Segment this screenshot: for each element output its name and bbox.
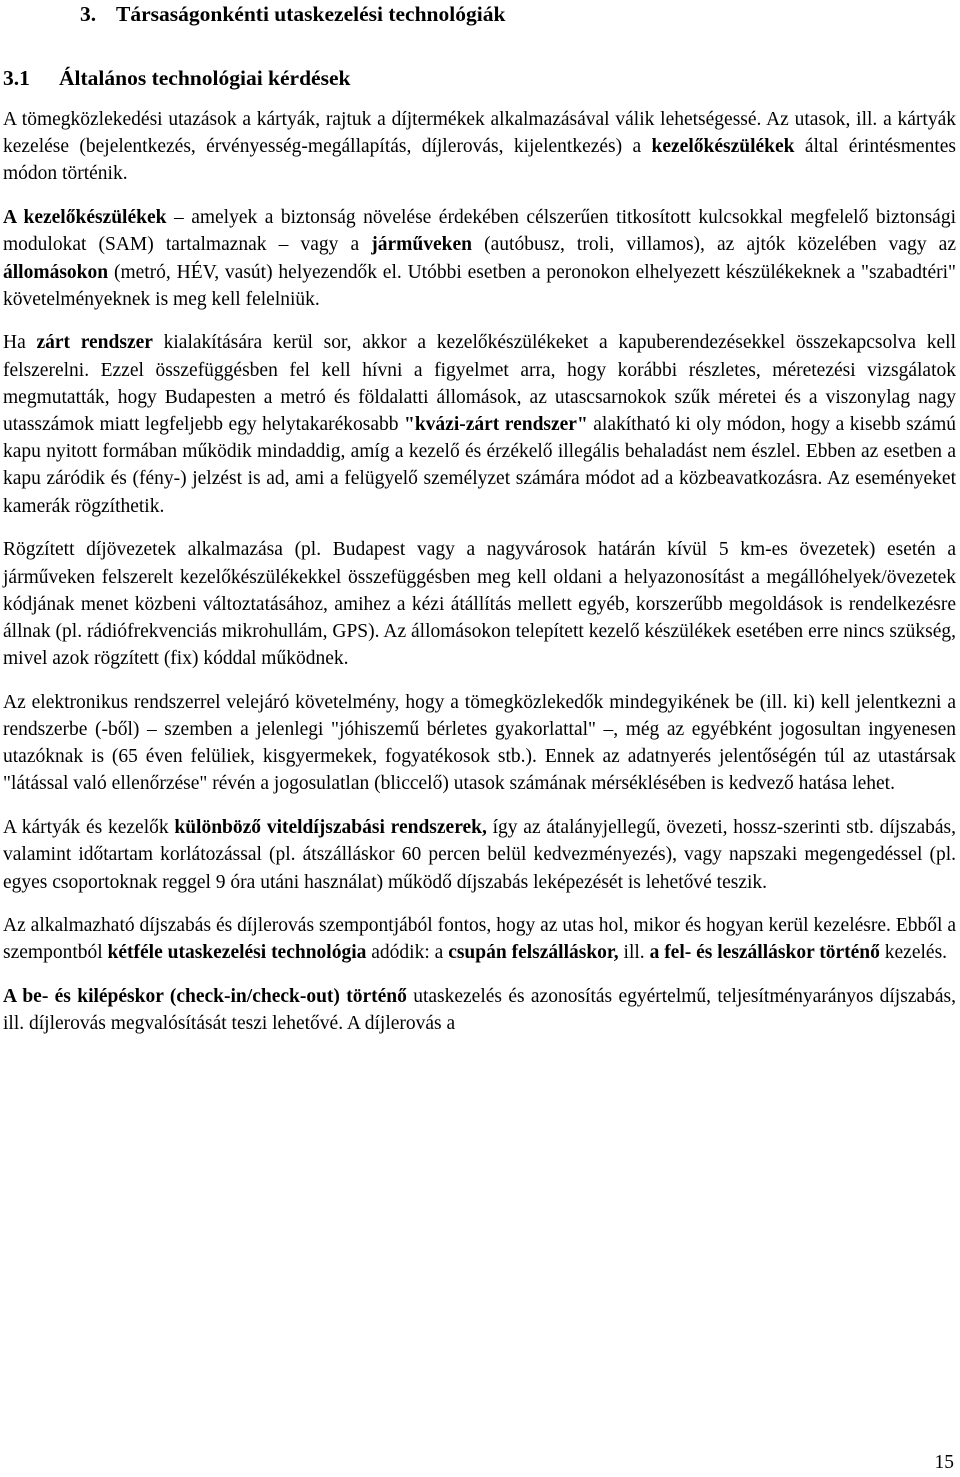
paragraph-5 [3,689,956,798]
subsection-title: Általános technológiai kérdések [59,66,351,90]
paragraph-3-text-2: kialakítására kerül sor, akkor a kezelőkészülékeket a kapuberendezésekkel összekapcsolva kell felszerelni. Ezzel összefüggésben fel kell hívni a figyelmet arra, hogy korábbi részletes, méretezési vizsgálatok megmutatták, hogy Budapesten a metró és földalatti állomások, az utascsarnokok szűk méretei és a viszonylag nagy utasszámok miatt legfeljebb egy helytakarékosabb [3,332,956,436]
paragraph-8-bold-1: A be- és kilépéskor (check-in/check-out) történő [3,986,407,1008]
paragraph-4-text-1: Rögzített díjövezetek alkalmazása (pl. Budapest vagy a nagyvárosok határán kívül 5 km-es övezetek) esetén a járműveken felszerelt kezelőkészülékekkel összefüggésben meg kell oldani a helyazonosítást a megállóhelyek/övezetek kódjának menet közbeni változtatásához, amihez a kézi átállítás mellett egyéb, korszerűbb megoldások is rendelkezésre állnak (pl. rádiófrekvenciás mikrohullám, GPS). Az állomásokon telepített kezelő készülékek esetében erre nincs szükség, mivel azok rögzített (fix) kóddal működnek. [3,539,956,670]
section-title: Társaságonkénti utaskezelési technológiák [116,2,506,26]
paragraph-3-text-3: alakítható ki oly módon, hogy a kisebb számú kapu nyitott formában működik mindaddig, amíg a kezelő és érzékelő illegális behaladást nem észlel. Ebben az esetben a kapu záródik és (fény-) jelzést is ad, ami a felügyelő személyzet számára módot ad a közbeavatkozásra. Az eseményeket kamerák rögzíthetik. [3,414,956,517]
paragraph-1 [3,106,956,188]
paragraph-4 [3,536,956,672]
paragraph-2-text-3: (metró, HÉV, vasút) helyezendők el. Utóbbi esetben a peronokon elhelyezett készülékeknek a "szabadtéri" követelményeknek is meg kell felelniük. [3,261,956,310]
paragraph-7-bold-2: csupán felszálláskor, [448,942,619,964]
paragraph-6-bold-1: különböző viteldíjszabási rendszerek, [174,817,487,839]
paragraph-6 [3,814,956,896]
paragraph-3-bold-1: zárt rendszer [36,332,153,354]
paragraph-7-bold-3: a fel- és leszálláskor történő [649,942,880,964]
paragraph-7-text-4: kezelés. [879,942,948,964]
paragraph-3 [3,329,956,519]
paragraph-2 [3,204,956,313]
paragraph-7-text-3: ill. [618,942,650,964]
paragraph-2-bold-1: A kezelőkészülékek [3,207,167,229]
section-number: 3. [80,2,97,26]
paragraph-7-text-2: adódik: a [366,942,449,964]
paragraph-8 [3,983,956,1037]
paragraph-3-text-1: Ha [3,332,37,354]
paragraph-6-text-1: A kártyák és kezelők [3,817,175,839]
page-number: 15 [934,1452,954,1473]
page-content [3,0,956,1038]
paragraph-1-bold-1: kezelőkészülékek [651,136,795,158]
paragraph-1-text-2: által érintésmentes módon történik. [3,136,956,185]
section-heading [3,0,956,28]
paragraph-8-text-1: utaskezelés és azonosítás egyértelmű, teljesítményarányos díjszabás, ill. díjlerovás megvalósítását teszi lehetővé. A díjlerovás a [3,986,956,1035]
paragraph-2-bold-3: állomásokon [3,261,109,283]
paragraph-7-text-1: Az alkalmazható díjszabás és díjlerovás szempontjából fontos, hogy az utas hol, mikor és hogyan kerül kezelésre. Ebből a szempontból [3,915,956,964]
subsection-number: 3.1 [3,66,30,90]
paragraph-7 [3,912,956,966]
paragraph-6-text-2: így az átalányjellegű, övezeti, hossz-szerinti stb. díjszabás, valamint időtartam korlátozással (pl. átszálláskor 60 percen belül kedvezményezés), vagy napszaki megengedéssel (pl. egyes csoportoknak reggel 9 óra utáni használat) működő díjszabás leképezését is lehetővé teszik. [3,817,956,893]
paragraph-2-text-2: (autóbusz, troli, villamos), az ajtók közelében vagy az [472,234,956,256]
subsection-heading [3,64,956,92]
paragraph-1-text-1: A tömegközlekedési utazások a kártyák, rajtuk a díjtermékek alkalmazásával válik lehetségessé. Az utasok, ill. a kártyák kezelése (bejelentkezés, érvényesség-megállapítás, díjlerovás, kijelentkezés) a [3,109,956,158]
paragraph-2-text-1: – amelyek a biztonság növelése érdekében célszerűen titkosított kulcsokkal megfelelő biztonsági modulokat (SAM) tartalmaznak – vagy a [3,207,956,256]
paragraph-3-bold-2: "kvázi-zárt rendszer" [404,414,588,436]
paragraph-2-bold-2: járműveken [371,234,473,256]
paragraph-5-text-1: Az elektronikus rendszerrel velejáró követelmény, hogy a tömegközlekedők mindegyikének be (ill. ki) kell jelentkezni a rendszerbe (-ből) – szemben a jelenlegi "jóhiszemű bérletes gyakorlattal" –, még az egyébként jogosultan ingyenesen utazóknak is (65 éven felüliek, kisgyermekek, fogyatékosok stb.). Ennek az adatnyerés jelentőségén túl az utastársak "látással való ellenőrzése" révén a jogosulatlan (bliccelő) utasok számának mérséklésében is kedvező hatása lehet. [3,691,956,795]
paragraph-7-bold-1: kétféle utaskezelési technológia [107,942,367,964]
